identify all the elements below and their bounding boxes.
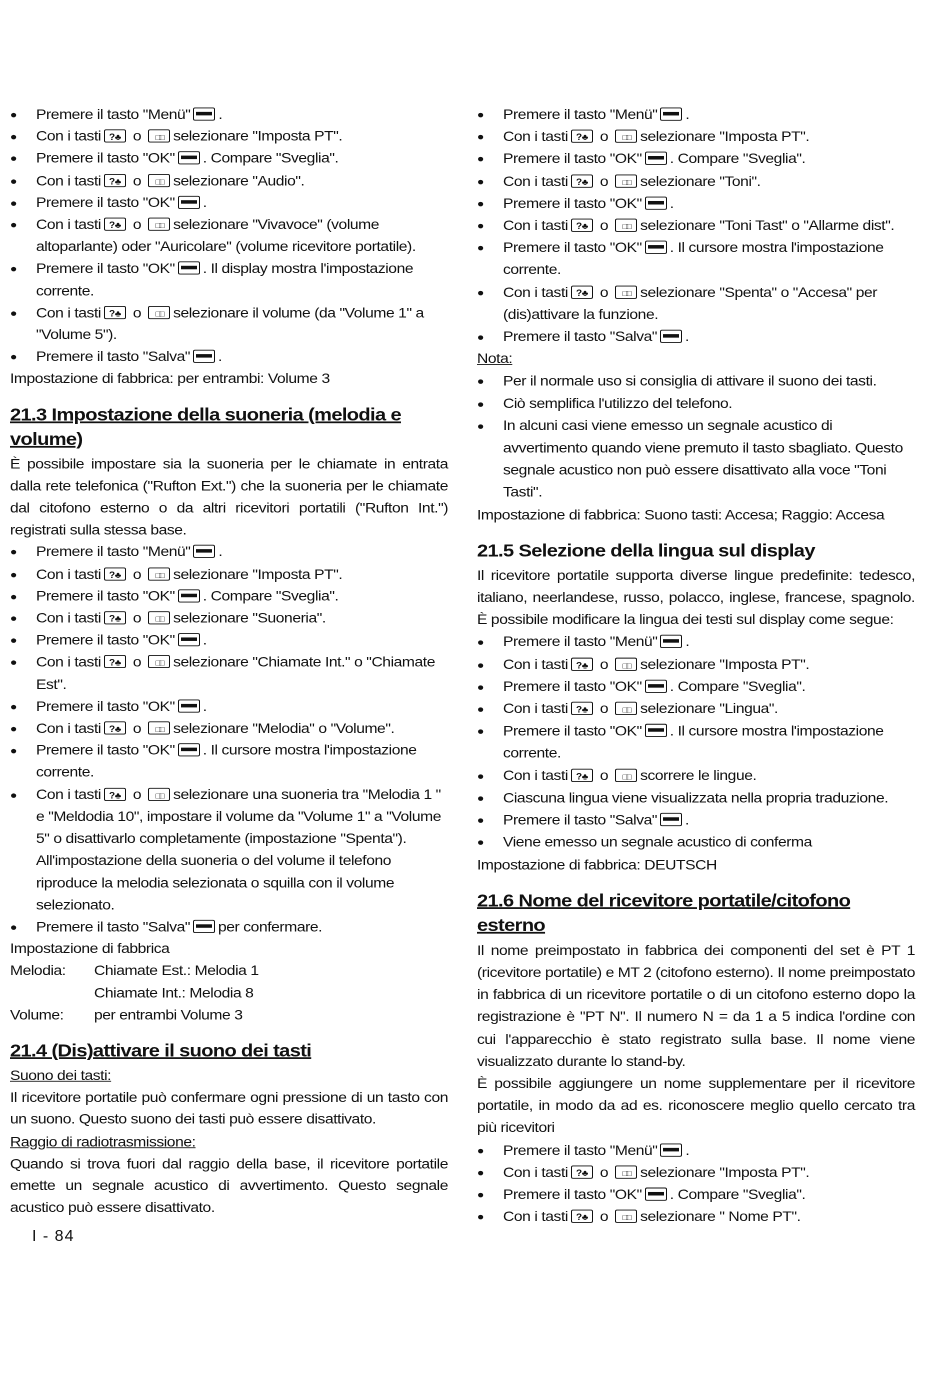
- list-item: ● Con i tasti?♣ o □□selezionare il volume (da "Volume 1" a "Volume 5").: [10, 302, 448, 346]
- step-text: selezionare "Imposta PT".: [640, 129, 810, 145]
- list-item: ● Con i tasti?♣ o □□selezionare "Melodia" o "Volume".: [10, 718, 448, 740]
- phonebook-key-icon: [571, 702, 593, 715]
- list-item: [477, 193, 915, 215]
- step-text: selezionare "Lingua".: [640, 701, 778, 717]
- list-item: [10, 346, 448, 368]
- list-item: ● Con i tasti?♣ o □□selezionare "Toni Tast" o "Allarme dist".: [477, 215, 915, 237]
- menu-key-icon: [178, 699, 200, 712]
- step-text: .: [218, 349, 222, 365]
- step-text: .: [685, 329, 689, 345]
- note-heading: Nota:: [477, 351, 513, 367]
- menu-key-icon: [660, 813, 682, 826]
- list-item: [477, 632, 915, 654]
- step-text: . Compare "Sveglia".: [669, 151, 806, 167]
- step-text: . Compare "Sveglia".: [669, 679, 806, 695]
- list-item: [10, 740, 448, 784]
- list-item: [10, 258, 448, 302]
- step-text: Con i tasti: [36, 217, 101, 233]
- step-text: .: [202, 699, 207, 715]
- list-item: ● Con i tasti?♣ o □□selezionare una suoneria tra "Melodia 1 " e "Meldodia 10", impostare il volume da "Volume 1" a "Volume 5" o disattivarlo completamente (impostazione "Spenta"). All'impostazione della suoneria o del volume il telefono riproduce la melodia selezionata o squilla con il volume selezionato.: [10, 784, 448, 916]
- book-key-icon: [615, 1210, 637, 1223]
- step-text: Premere il tasto "OK": [503, 724, 642, 740]
- list-item: ● Con i tasti?♣ o □□selezionare " Nome PT".: [477, 1206, 915, 1228]
- step-text: . Il cursore mostra l'impostazione corrente.: [36, 743, 417, 781]
- step-text: .: [218, 107, 223, 123]
- phonebook-key-icon: [104, 788, 126, 801]
- step-list: [477, 1140, 915, 1229]
- list-item: ● Con i tasti?♣ o □□selezionare "Imposta PT".: [10, 564, 448, 586]
- book-key-icon: [148, 130, 170, 143]
- section-heading-21-4: 21.4 (Dis)attivare il suono dei tasti: [10, 1041, 312, 1061]
- list-item: ● Con i tasti?♣ o □□selezionare "Imposta PT".: [477, 126, 915, 148]
- step-text: Ciascuna lingua viene visualizzata nella propria traduzione.: [503, 790, 889, 806]
- menu-key-icon: [660, 635, 682, 648]
- section-paragraph: È possibile impostare sia la suoneria per le chiamate in entrata dalla rete telefonica ("Rufton Ext.") che la suoneria per le chiamate dal citofono esterno o da altri ricevitori portatili ("Rufton Int.") registrati sulla stessa base.: [10, 456, 448, 538]
- step-text: Premere il tasto "OK": [36, 261, 175, 277]
- list-item: ● Con i tasti?♣ o □□selezionare "Spenta" o "Accesa" per (dis)attivare la funzione.: [477, 282, 915, 326]
- phonebook-key-icon: [104, 306, 126, 319]
- factory-setting: Impostazione di fabbrica: DEUTSCH: [477, 857, 717, 873]
- step-text: selezionare "Imposta PT".: [640, 657, 810, 673]
- step-text: selezionare " Nome PT".: [640, 1209, 801, 1225]
- step-text: Premere il tasto "OK": [36, 589, 175, 605]
- step-text: Premere il tasto "OK": [36, 743, 175, 759]
- step-text: Con i tasti: [503, 129, 568, 145]
- book-key-icon: [148, 567, 170, 580]
- step-text: . Compare "Sveglia".: [669, 1187, 806, 1203]
- step-text: Con i tasti: [503, 218, 568, 234]
- book-key-icon: [148, 788, 170, 801]
- step-text: Premere il tasto "OK": [503, 679, 642, 695]
- step-list: [477, 104, 915, 348]
- step-text: . Il cursore mostra l'impostazione corrente.: [503, 724, 884, 762]
- step-text: Con i tasti: [503, 174, 568, 190]
- phonebook-key-icon: [104, 611, 126, 624]
- step-list: [477, 632, 915, 854]
- menu-key-icon: [193, 107, 215, 120]
- step-text: selezionare "Melodia" o "Volume".: [173, 721, 395, 737]
- menu-key-icon: [178, 152, 200, 165]
- step-text: Premere il tasto "Menü": [36, 107, 191, 123]
- list-item: ● Con i tasti?♣ o □□scorrere le lingue.: [477, 765, 915, 787]
- list-item: [477, 809, 915, 831]
- step-text: selezionare "Toni Tast" o "Allarme dist".: [640, 218, 895, 234]
- factory-value-line: per entrambi Volume 3: [94, 1007, 243, 1023]
- step-text: Con i tasti: [36, 611, 101, 627]
- step-text: Premere il tasto "Salva": [503, 329, 658, 345]
- step-text: . Il display mostra l'impostazione corrente.: [36, 261, 414, 299]
- list-item: [10, 542, 448, 564]
- list-item: [10, 916, 448, 938]
- step-text: scorrere le lingue.: [640, 768, 757, 784]
- step-text: selezionare "Spenta" o "Accesa" per (dis)attivare la funzione.: [503, 285, 878, 323]
- section-heading-21-6: 21.6 Nome del ricevitore portatile/citofono esterno: [477, 891, 851, 936]
- factory-setting: Impostazione di fabbrica: [10, 941, 170, 957]
- book-key-icon: [615, 702, 637, 715]
- section-paragraph: Il ricevitore portatile supporta diverse lingue predefinite: tedesco, italiano, neerlandese, russo, polacco, inglese, francese, spagnolo. È possibile modificare la lingua dei testi sul display come segue:: [477, 568, 915, 628]
- list-item: [477, 832, 915, 854]
- factory-value-line: Chiamate Int.: Melodia 8: [94, 985, 254, 1001]
- book-key-icon: [148, 611, 170, 624]
- book-key-icon: [615, 657, 637, 670]
- step-text: Con i tasti: [36, 567, 101, 583]
- section-paragraph: Il ricevitore portatile può confermare ogni pressione di un tasto con un suono. Questo suono dei tasti può essere disattivato.: [10, 1090, 448, 1128]
- phonebook-key-icon: [571, 657, 593, 670]
- step-text: Premere il tasto "OK": [36, 195, 175, 211]
- step-text: selezionare "Imposta PT".: [173, 129, 343, 145]
- step-text: Con i tasti: [503, 1165, 568, 1181]
- list-item: [10, 586, 448, 608]
- step-text: Con i tasti: [36, 721, 101, 737]
- step-text: selezionare "Suoneria".: [173, 611, 326, 627]
- step-text: selezionare una suoneria tra "Melodia 1 " e "Meldodia 10", impostare il volume da "Volume 1" a "Volume 5" o disattivarlo completamente (impostazione "Spenta"). All'impostazione della suoneria o del volume il telefono riproduce la melodia selezionata o squilla con il volume selezionato.: [36, 787, 442, 913]
- section-paragraph: Il nome preimpostato in fabbrica dei componenti del set è PT 1 (ricevitore portatile) e MT 2 (citofono esterno). Il nome preimpostato in fabbrica di un ricevitore portatile o di un citofono esterno dopo la registrazione è "PT N". Il numero N = da 1 a 5 indica l'ordine con cui l'apparecchio è stato registrato sulla base. Il nome viene visualizzato durante lo stand-by.: [477, 943, 915, 1070]
- list-item: [477, 104, 915, 126]
- subheading: Raggio di radiotrasmissione:: [10, 1134, 196, 1150]
- book-key-icon: [615, 1165, 637, 1178]
- note-item: ● Per il normale uso si consiglia di attivare il suono dei tasti.: [477, 371, 915, 393]
- phonebook-key-icon: [571, 285, 593, 298]
- step-text: . Compare "Sveglia".: [202, 589, 339, 605]
- menu-key-icon: [645, 196, 667, 209]
- list-item: ● Con i tasti?♣ o □□selezionare "Audio".: [10, 170, 448, 192]
- step-text: . Il cursore mostra l'impostazione corrente.: [503, 240, 884, 279]
- menu-key-icon: [178, 196, 200, 209]
- list-item: [477, 721, 915, 765]
- phonebook-key-icon: [571, 130, 593, 143]
- left-text-block: [10, 104, 448, 1219]
- step-text: . Compare "Sveglia".: [202, 151, 339, 167]
- step-text: selezionare "Imposta PT".: [173, 567, 343, 583]
- menu-key-icon: [178, 262, 200, 275]
- step-text: Premere il tasto "OK": [503, 196, 642, 212]
- menu-key-icon: [645, 724, 667, 737]
- step-text: selezionare "Vivavoce" (volume altoparlante) oder "Auricolare" (volume ricevitore portatile).: [36, 217, 416, 255]
- step-text: .: [685, 812, 689, 828]
- step-text: Con i tasti: [503, 701, 568, 717]
- list-item: ● Con i tasti?♣ o □□selezionare "Imposta PT".: [477, 1162, 915, 1184]
- step-text: Con i tasti: [503, 1209, 568, 1225]
- list-item: ● Con i tasti?♣ o □□selezionare "Imposta PT".: [477, 654, 915, 676]
- step-text: Premere il tasto "OK": [503, 151, 642, 167]
- page-number: I - 84: [32, 1228, 75, 1245]
- step-text: Premere il tasto "Salva": [503, 812, 658, 828]
- step-text: Con i tasti: [36, 655, 101, 671]
- factory-label: Volume:: [10, 1007, 64, 1023]
- step-text: .: [218, 545, 223, 561]
- book-key-icon: [148, 306, 170, 319]
- step-list: [10, 542, 448, 939]
- book-key-icon: [615, 130, 637, 143]
- step-text: Premere il tasto "Menü": [503, 107, 658, 123]
- book-key-icon: [148, 218, 170, 231]
- book-key-icon: [148, 174, 170, 187]
- list-item: [10, 104, 448, 126]
- step-text: Con i tasti: [503, 285, 568, 301]
- factory-value: [94, 960, 448, 1004]
- phonebook-key-icon: [571, 1210, 593, 1223]
- phonebook-key-icon: [571, 1165, 593, 1178]
- section-heading-21-5: 21.5 Selezione della lingua sul display: [477, 541, 815, 561]
- factory-label: Melodia:: [10, 963, 66, 979]
- factory-setting: Impostazione di fabbrica: per entrambi: Volume 3: [10, 371, 330, 387]
- list-item: ● Con i tasti?♣ o □□selezionare "Vivavoce" (volume altoparlante) oder "Auricolare" (volume ricevitore portatile).: [10, 214, 448, 258]
- step-text: selezionare "Chiamate Int." o "Chiamate Est".: [36, 655, 435, 693]
- note-list: [477, 371, 915, 504]
- menu-key-icon: [660, 1143, 682, 1156]
- book-key-icon: [615, 285, 637, 298]
- step-text: Premere il tasto "Salva": [36, 919, 191, 935]
- step-text: Con i tasti: [36, 129, 101, 145]
- step-text: Premere il tasto "OK": [36, 633, 175, 649]
- right-text-block: [477, 104, 915, 1228]
- factory-value-line: Chiamate Est.: Melodia 1: [94, 963, 259, 979]
- step-text: per confermare.: [218, 919, 323, 935]
- step-text: Con i tasti: [36, 787, 101, 803]
- list-item: [10, 148, 448, 170]
- step-text: .: [685, 107, 690, 123]
- section-paragraph: Quando si trova fuori dal raggio della base, il ricevitore portatile emette un segnale acustico di avvertimento. Questo segnale acustico può essere disattivato.: [10, 1156, 448, 1216]
- list-item: [477, 326, 915, 348]
- book-key-icon: [615, 768, 637, 781]
- list-item: [477, 1140, 915, 1162]
- list-item: [10, 192, 448, 214]
- list-item: [477, 787, 915, 809]
- step-text: .: [669, 196, 674, 212]
- phonebook-key-icon: [571, 174, 593, 187]
- menu-key-icon: [193, 350, 215, 363]
- step-text: Con i tasti: [36, 173, 101, 189]
- book-key-icon: [615, 174, 637, 187]
- step-text: selezionare il volume (da "Volume 1" a "Volume 5").: [36, 305, 424, 343]
- menu-key-icon: [193, 920, 215, 933]
- step-list: [10, 104, 448, 368]
- list-item: [10, 696, 448, 718]
- menu-key-icon: [645, 241, 667, 254]
- list-item: [477, 237, 915, 281]
- menu-key-icon: [645, 152, 667, 165]
- step-text: Premere il tasto "Menü": [503, 635, 658, 651]
- list-item: ● Con i tasti?♣ o □□selezionare "Chiamate Int." o "Chiamate Est".: [10, 652, 448, 696]
- menu-key-icon: [178, 589, 200, 602]
- factory-value: [94, 1004, 448, 1026]
- step-text: selezionare "Imposta PT".: [640, 1165, 810, 1181]
- step-text: .: [685, 635, 690, 651]
- menu-key-icon: [660, 108, 682, 121]
- phonebook-key-icon: [104, 130, 126, 143]
- list-item: [477, 1184, 915, 1206]
- step-text: Premere il tasto "Menü": [36, 545, 191, 561]
- menu-key-icon: [645, 1188, 667, 1201]
- phonebook-key-icon: [104, 567, 126, 580]
- step-text: selezionare "Audio".: [173, 173, 305, 189]
- note-item: ● Ciò semplifica l'utilizzo del telefono.: [477, 393, 915, 415]
- right-column: [477, 104, 915, 1379]
- step-text: .: [202, 633, 207, 649]
- step-text: Premere il tasto "OK": [503, 240, 642, 256]
- list-item: ● Con i tasti?♣ o □□selezionare "Lingua".: [477, 698, 915, 720]
- step-text: Premere il tasto "OK": [36, 699, 175, 715]
- book-key-icon: [615, 219, 637, 232]
- step-text: Premere il tasto "OK": [503, 1187, 642, 1203]
- section-paragraph: È possibile aggiungere un nome supplementare per il ricevitore portatile, in modo da ad es. riconoscere meglio quello cercato tra più ricevitori: [477, 1076, 915, 1136]
- menu-key-icon: [660, 330, 682, 343]
- phonebook-key-icon: [104, 655, 126, 668]
- step-text: Viene emesso un segnale acustico di conferma: [503, 835, 812, 851]
- list-item: ● Con i tasti?♣ o □□selezionare "Imposta PT".: [10, 126, 448, 148]
- step-text: Con i tasti: [503, 657, 568, 673]
- subheading: Suono dei tasti:: [10, 1068, 112, 1084]
- list-item: [477, 676, 915, 698]
- phonebook-key-icon: [571, 768, 593, 781]
- note-item: ● In alcuni casi viene emesso un segnale acustico di avvertimento quando viene premuto il tasto sbagliato. Questo segnale acustico non può essere disattivato alla voce "Toni Tasti".: [477, 415, 915, 504]
- step-text: selezionare "Toni".: [640, 174, 761, 190]
- step-text: Premere il tasto "OK": [36, 151, 175, 167]
- list-item: ● Con i tasti?♣ o □□selezionare "Toni".: [477, 171, 915, 193]
- step-text: Premere il tasto "Menü": [503, 1143, 658, 1159]
- book-key-icon: [148, 721, 170, 734]
- menu-key-icon: [193, 545, 215, 558]
- phonebook-key-icon: [104, 721, 126, 734]
- section-heading-21-3: 21.3 Impostazione della suoneria (melodia e volume): [10, 405, 401, 450]
- step-text: Con i tasti: [36, 305, 101, 321]
- menu-key-icon: [178, 633, 200, 646]
- phonebook-key-icon: [571, 219, 593, 232]
- phonebook-key-icon: [104, 218, 126, 231]
- menu-key-icon: [178, 744, 200, 757]
- step-text: .: [685, 1143, 690, 1159]
- step-text: Premere il tasto "Salva": [36, 349, 191, 365]
- factory-setting-table: [10, 960, 448, 1026]
- left-column: [10, 104, 448, 1379]
- book-key-icon: [148, 655, 170, 668]
- step-text: Con i tasti: [503, 768, 568, 784]
- step-text: .: [202, 195, 207, 211]
- factory-setting: Impostazione di fabbrica: Suono tasti: Accesa; Raggio: Accesa: [477, 507, 885, 523]
- list-item: ● Con i tasti?♣ o □□selezionare "Suoneria".: [10, 608, 448, 630]
- phonebook-key-icon: [104, 174, 126, 187]
- menu-key-icon: [645, 680, 667, 693]
- list-item: [10, 630, 448, 652]
- list-item: [477, 148, 915, 170]
